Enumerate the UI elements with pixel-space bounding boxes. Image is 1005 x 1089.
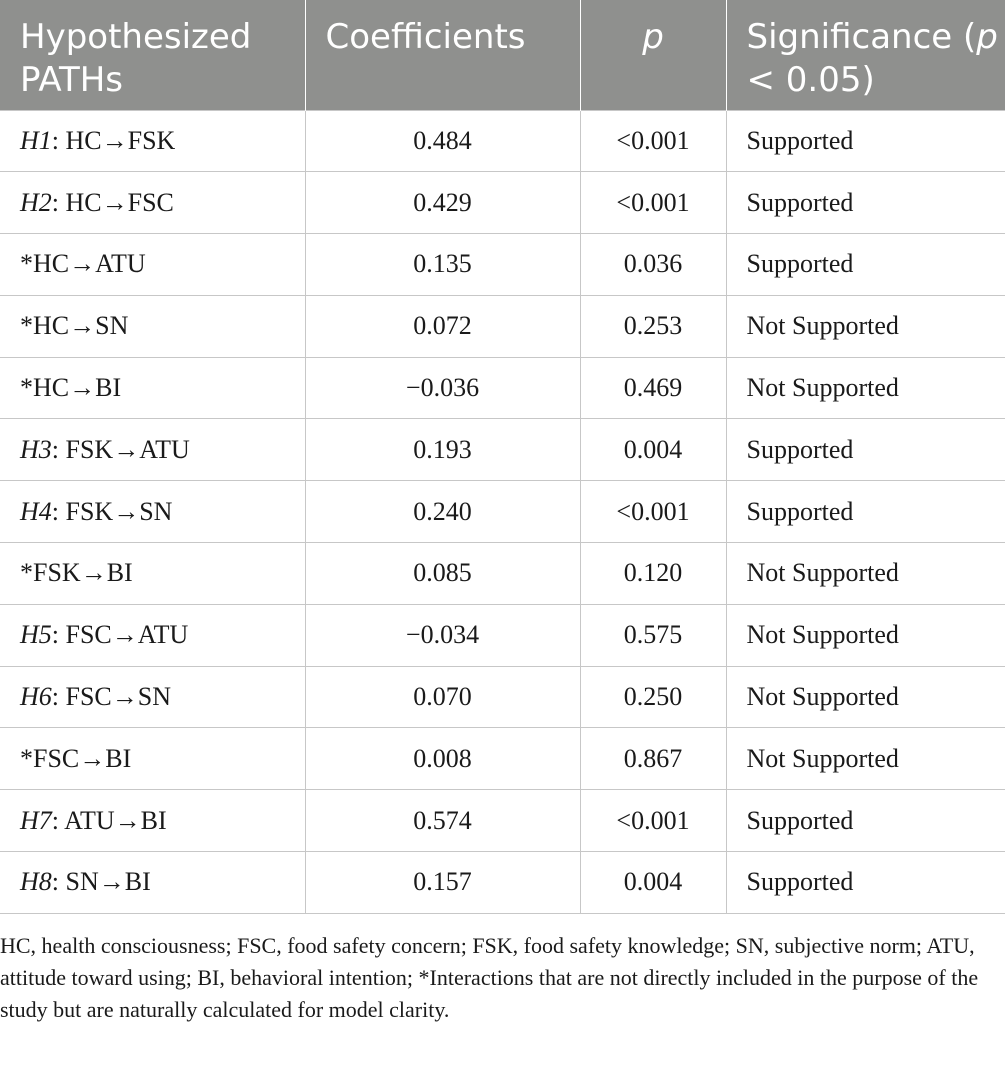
p-value-cell: 0.575 (580, 604, 726, 666)
table-body (0, 110, 1005, 913)
path-label: *FSK→BI (20, 558, 133, 588)
hypothesis-label: H3 (20, 434, 52, 464)
path-label: *HC→BI (20, 373, 122, 403)
p-value-cell: 0.250 (580, 666, 726, 728)
path-cell (0, 295, 305, 357)
header-significance-prefix: Significance ( (746, 17, 977, 57)
header-path (0, 0, 305, 110)
coefficient-cell: −0.034 (305, 604, 580, 666)
hypothesis-label: H8 (20, 867, 52, 897)
header-coefficients (305, 0, 580, 110)
table-row (0, 666, 1005, 728)
path-label: : FSK→SN (51, 496, 173, 526)
significance-cell: Supported (726, 234, 1005, 296)
header-p-label: p (642, 17, 664, 57)
significance-cell: Not Supported (726, 604, 1005, 666)
p-value-cell: 0.004 (580, 419, 726, 481)
path-cell (0, 419, 305, 481)
significance-cell: Not Supported (726, 728, 1005, 790)
path-cell (0, 110, 305, 172)
path-label: : FSC→ATU (51, 620, 189, 650)
coefficient-cell: 0.072 (305, 295, 580, 357)
significance-cell: Supported (726, 790, 1005, 852)
table-row (0, 481, 1005, 543)
table-row (0, 419, 1005, 481)
significance-cell: Supported (726, 110, 1005, 172)
table-row (0, 543, 1005, 605)
p-value-cell: <0.001 (580, 790, 726, 852)
path-cell (0, 481, 305, 543)
coefficient-cell: 0.574 (305, 790, 580, 852)
header-significance-p: p (976, 17, 998, 57)
path-cell (0, 357, 305, 419)
header-coefficients-label: Coefficients (325, 17, 526, 57)
significance-cell: Supported (726, 419, 1005, 481)
table-footnote: HC, health consciousness; FSC, food safety concern; FSK, food safety knowledge; SN, subjective norm; ATU, attitude toward using; BI, behavioral intention; *Interactions that are not directly included in the purpose of the study but are naturally calculated for model clarity. (0, 933, 979, 1022)
table-row (0, 357, 1005, 419)
path-label: : HC→FSK (51, 125, 176, 155)
coefficient-cell: 0.070 (305, 666, 580, 728)
coefficient-cell: 0.193 (305, 419, 580, 481)
path-cell (0, 604, 305, 666)
table-row (0, 728, 1005, 790)
hypothesis-label: H7 (20, 805, 52, 835)
hypothesis-label: H5 (20, 620, 52, 650)
significance-cell: Supported (726, 852, 1005, 914)
p-value-cell: 0.004 (580, 852, 726, 914)
p-value-cell: 0.036 (580, 234, 726, 296)
significance-cell: Supported (726, 172, 1005, 234)
path-label: : HC→FSC (51, 187, 174, 217)
path-cell (0, 234, 305, 296)
coefficient-cell: 0.135 (305, 234, 580, 296)
coefficient-cell: 0.085 (305, 543, 580, 605)
hypothesis-label: H6 (20, 682, 52, 712)
path-cell (0, 543, 305, 605)
path-label: *HC→ATU (20, 249, 146, 279)
path-cell (0, 790, 305, 852)
header-significance (726, 0, 1005, 110)
header-significance-suffix: < 0.05) (746, 60, 875, 100)
hypothesis-label: H1 (20, 125, 52, 155)
header-p (580, 0, 726, 110)
p-value-cell: 0.469 (580, 357, 726, 419)
path-cell (0, 852, 305, 914)
path-label: *FSC→BI (20, 743, 132, 773)
table-row (0, 295, 1005, 357)
p-value-cell: 0.120 (580, 543, 726, 605)
table-row (0, 852, 1005, 914)
path-label: : SN→BI (51, 867, 151, 897)
table-row (0, 234, 1005, 296)
table-row (0, 790, 1005, 852)
path-label: : ATU→BI (51, 805, 167, 835)
significance-cell: Not Supported (726, 543, 1005, 605)
path-cell (0, 172, 305, 234)
hypothesis-label: H4 (20, 496, 52, 526)
coefficient-cell: 0.240 (305, 481, 580, 543)
path-label: *HC→SN (20, 311, 129, 341)
path-label: : FSC→SN (51, 682, 172, 712)
hypothesis-label: H2 (20, 187, 52, 217)
coefficient-cell: −0.036 (305, 357, 580, 419)
table-row (0, 172, 1005, 234)
path-label: : FSK→ATU (51, 434, 190, 464)
path-cell (0, 728, 305, 790)
header-row (0, 0, 1005, 110)
table-row (0, 604, 1005, 666)
p-value-cell: <0.001 (580, 172, 726, 234)
significance-cell: Not Supported (726, 666, 1005, 728)
p-value-cell: <0.001 (580, 481, 726, 543)
p-value-cell: 0.867 (580, 728, 726, 790)
significance-cell: Supported (726, 481, 1005, 543)
coefficient-cell: 0.484 (305, 110, 580, 172)
coefficient-cell: 0.429 (305, 172, 580, 234)
significance-cell: Not Supported (726, 357, 1005, 419)
significance-cell: Not Supported (726, 295, 1005, 357)
p-value-cell: 0.253 (580, 295, 726, 357)
path-cell (0, 666, 305, 728)
p-value-cell: <0.001 (580, 110, 726, 172)
coefficient-cell: 0.157 (305, 852, 580, 914)
table-row (0, 110, 1005, 172)
header-path-label: Hypothesized PATHs (20, 17, 252, 100)
coefficient-cell: 0.008 (305, 728, 580, 790)
